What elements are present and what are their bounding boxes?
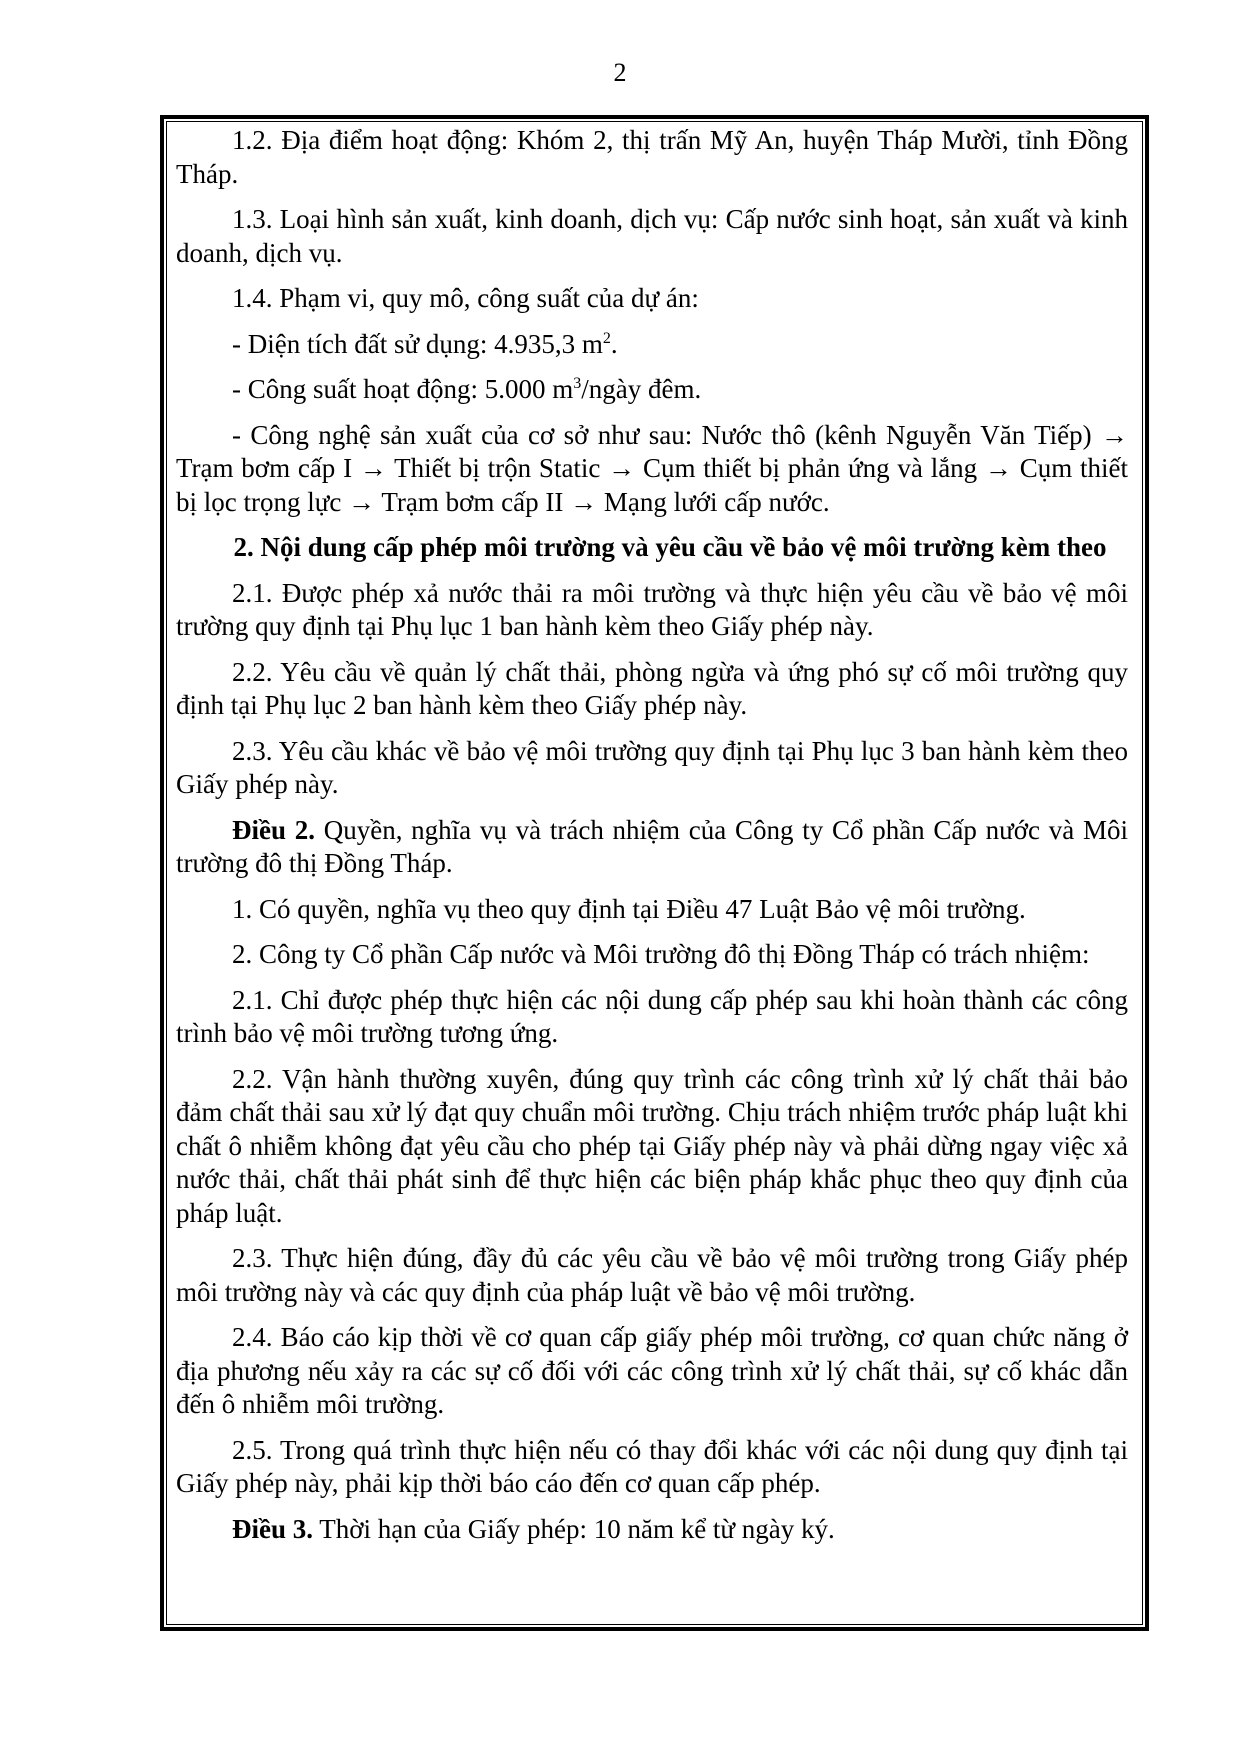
article-3-text: Thời hạn của Giấy phép: 10 năm kể từ ngày ký. xyxy=(313,1513,835,1544)
paragraph-1-3: 1.3. Loại hình sản xuất, kinh doanh, dịch vụ: Cấp nước sinh hoạt, sản xuất và kinh doanh, dịch vụ. xyxy=(176,204,1128,268)
paragraph-2-2: 2.2. Yêu cầu về quản lý chất thải, phòng ngừa và ứng phó sự cố môi trường quy định tại Phụ lục 2 ban hành kèm theo Giấy phép này. xyxy=(176,656,1128,720)
paragraph-land-area xyxy=(176,328,1128,362)
article-2 xyxy=(176,814,1128,881)
paragraph-2-3: 2.3. Yêu cầu khác về bảo vệ môi trường quy định tại Phụ lục 3 ban hành kèm theo Giấy phép này. xyxy=(176,735,1128,799)
article-2-label: Điều 2. xyxy=(232,814,315,845)
paragraph-technology: - Công nghệ sản xuất của cơ sở như sau: Nước thô (kênh Nguyễn Văn Tiếp) → Trạm bơm cấp I → Thiết bị trộn Static → Cụm thiết bị phản ứng và lắng → Cụm thiết bị lọc trọng lực → Trạm bơm cấp II → Mạng lưới cấp nước. xyxy=(176,419,1128,517)
paragraph-capacity xyxy=(176,373,1128,407)
paragraph-1-4: 1.4. Phạm vi, quy mô, công suất của dự án: xyxy=(232,283,699,313)
article-2-item-2-4: 2.4. Báo cáo kịp thời về cơ quan cấp giấy phép môi trường, cơ quan chức năng ở địa phương nếu xảy ra các sự cố đối với các công trình xử lý chất thải, sự cố khác dẫn đến ô nhiễm môi trường. xyxy=(176,1322,1128,1419)
article-2-item-2-3: 2.3. Thực hiện đúng, đầy đủ các yêu cầu về bảo vệ môi trường trong Giấy phép môi trường này và các quy định của pháp luật về bảo vệ môi trường. xyxy=(176,1243,1128,1307)
article-3-label: Điều 3. xyxy=(232,1513,313,1544)
article-3 xyxy=(176,1513,1128,1547)
article-2-item-2-2: 2.2. Vận hành thường xuyên, đúng quy trình các công trình xử lý chất thải bảo đảm chất thải sau xử lý đạt quy chuẩn môi trường. Chịu trách nhiệm trước pháp luật khi chất ô nhiễm không đạt yêu cầu cho phép tại Giấy phép này và phải dừng ngay việc xả nước thải, chất thải phát sinh để thực hiện các biện pháp khắc phục theo quy định của pháp luật. xyxy=(176,1063,1128,1228)
capacity-superscript: 3 xyxy=(573,375,582,392)
land-area-superscript: 2 xyxy=(602,329,611,347)
article-2-item-2-5: 2.5. Trong quá trình thực hiện nếu có thay đổi khác với các nội dung quy định tại Giấy phép này, phải kịp thời báo cáo đến cơ quan cấp phép. xyxy=(176,1434,1128,1498)
paragraph-2-1: 2.1. Được phép xả nước thải ra môi trường và thực hiện yêu cầu về bảo vệ môi trường quy định tại Phụ lục 1 ban hành kèm theo Giấy phép này. xyxy=(176,577,1128,641)
capacity-tail: /ngày đêm. xyxy=(581,374,702,404)
section-2-heading: 2. Nội dung cấp phép môi trường và yêu cầu về bảo vệ môi trường kèm theo xyxy=(233,532,1107,562)
land-area-tail: . xyxy=(610,328,618,359)
paragraph-1-2: 1.2. Địa điểm hoạt động: Khóm 2, thị trấn Mỹ An, huyện Tháp Mười, tỉnh Đồng Tháp. xyxy=(176,125,1128,189)
capacity-text: - Công suất hoạt động: 5.000 m xyxy=(232,374,574,404)
article-2-text: Quyền, nghĩa vụ và trách nhiệm của Công ty Cổ phần Cấp nước và Môi trường đô thị Đồng Tháp. xyxy=(176,814,1128,878)
article-2-item-2: 2. Công ty Cổ phần Cấp nước và Môi trường đô thị Đồng Tháp có trách nhiệm: xyxy=(232,939,1090,969)
page-number: 2 xyxy=(613,58,627,87)
article-2-item-1: 1. Có quyền, nghĩa vụ theo quy định tại Điều 47 Luật Bảo vệ môi trường. xyxy=(232,893,1026,924)
article-2-item-2-1: 2.1. Chỉ được phép thực hiện các nội dung cấp phép sau khi hoàn thành các công trình bảo vệ môi trường tương ứng. xyxy=(176,984,1128,1048)
document-body xyxy=(176,124,1128,1546)
land-area-text: - Diện tích đất sử dụng: 4.935,3 m xyxy=(232,328,603,359)
